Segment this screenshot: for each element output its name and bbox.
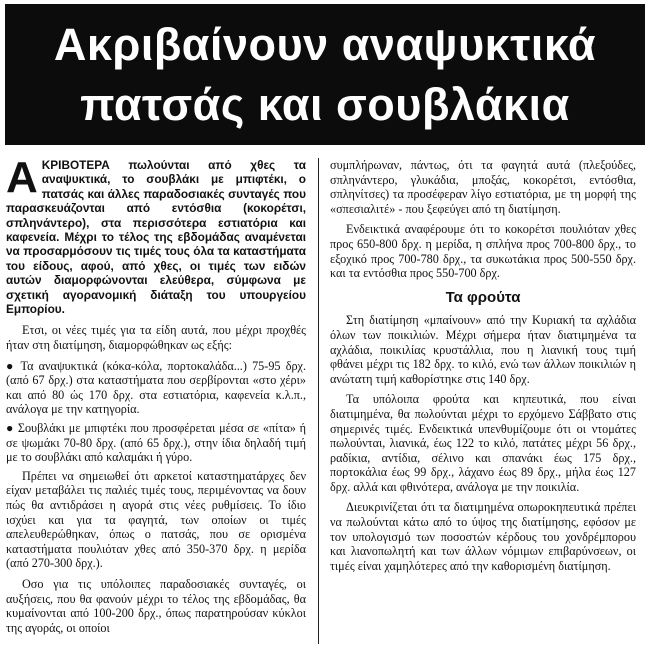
body-paragraph: συμπλήρωναν, πάντως, ότι τα φαγητά αυτά (πλεξούδες, σπληνάντερο, γλυκάδια, μποξάς, κοκορέτσι, εντόσθια, σπληνίτσες) τα προσέφεραν λίγο εστιατόρια, με τη μορφή της «σπεσιαλιτέ» - που ξεφεύγει από τη διατίμηση.	[330, 158, 636, 216]
bullet-item-souvlaki: ● Σουβλάκι με μπιφτέκι που προσφέρεται μέσα σε «πίτα» ή σε ψωμάκι 70-80 δρχ. (από 65 δρχ.), στην ίδια δηλαδή τιμή με το σουβλάκι από καλαμάκι ή γύρο.	[6, 421, 306, 465]
lead-text: ΚΡΙΒΟΤΕΡΑ πωλούνται από χθες τα αναψυκτικά, το σουβλάκι με μπιφτέκι, ο πατσάς και άλλες παραδοσιακές συνταγές που παρασκευάζονται από εντόσθια (κοκορέτσι, σπληνάντερο), στα περισσότερα εστιατόρια και καφενεία. Μέχρι το τέλος της εβδομάδας αναμένεται να προσαρμόσουν τις τιμές τους όλα τα καταστήματα του είδους, αφού, από χθες, οι τιμές των ειδών αυτών διαμορφώνονται ελεύθερα, σύμφωνα με σχετική αγορανομική διάταξη του υπουργείου Εμπορίου.	[6, 158, 306, 317]
right-column	[330, 158, 636, 641]
drop-cap: Α	[6, 158, 38, 202]
headline-line-2: πατσάς και σουβλάκια	[80, 78, 570, 130]
body-paragraph: Πρέπει να σημειωθεί ότι αρκετοί καταστηματάρχες δεν είχαν μεταβάλει τις παλιές τιμές τους, περιμένοντας να δουν πώς θα αντιδράσει η αγορά στις νέες ρυθμίσεις. Το ίδιο ισχύει και για τα φαγητά, των οποίων οι τιμές απελευθερώθηκαν, όπως ο πατσάς, που σε ορισμένα καταστήματα πουλιόταν χθες από 350-370 δρχ. η μερίδα (από 270-300 δρχ.).	[6, 468, 306, 571]
lead-paragraph	[6, 158, 306, 316]
body-paragraph: Τα υπόλοιπα φρούτα και κηπευτικά, που είναι διατιμημένα, θα πωλούνται μέχρι το ερχόμενο Σάββατο στις σημερινές τιμές. Ενδεικτικά υπενθυμίζουμε ότι οι ντομάτες πωλούνται, λιανικά, έως 122 το κιλό, πατάτες μέχρι 56 δρχ., ραδίκια, αντίδια, σέλινο και σπανάκι έως 175 δρχ., πορτοκάλια έως 99 δρχ., λάχανο έως 89 δρχ., μήλα έως 127 δρχ. αλλά και φθινότερα, ανάλογα με την ποικιλία.	[330, 392, 636, 494]
section-subheading: Τα φρούτα	[445, 288, 521, 306]
headline-line-1: Ακριβαίνουν αναψυκτικά	[53, 18, 597, 70]
body-paragraph: Ετσι, οι νέες τιμές για τα είδη αυτά, που μέχρι προχθές ήταν στη διατίμηση, διαμορφώθηκαν ως εξής:	[6, 323, 306, 353]
headline-banner	[5, 4, 645, 145]
bullet-item-soft-drinks: ● Τα αναψυκτικά (κόκα-κόλα, πορτοκαλάδα...) 75-95 δρχ. (από 67 δρχ.) στα καταστήματα που σερβίρονται «στο χέρι» και από 80 ώς 170 δρχ. στα εστιατόρια, καφενεία κ.λ.π., ανάλογα με την κατηγορία.	[6, 359, 306, 417]
body-paragraph: Οσο για τις υπόλοιπες παραδοσιακές συνταγές, οι αυξήσεις, που θα φανούν μέχρι το τέλος της εβδομάδας, θα κυμαίνονται από 100-200 δρχ., όπως παρατηρούσαν κύκλοι της αγοράς, οι οποίοι	[6, 576, 306, 635]
left-column	[6, 158, 306, 641]
column-divider	[318, 158, 319, 644]
body-paragraph: Διευκρινίζεται ότι τα διατιμημένα οπωροκηπευτικά πρέπει να πωλούνται κάτω από το ύψος της διατίμησης, εφόσον με τον υπολογισμό των ποσοστών κέρδους του χονδρέμπορου και λιανοπωλητή και των άλλων νόμιμων επιβαρύνσεων, οι τιμές είναι χαμηλότερες από την καθορισμένη διατίμηση.	[330, 500, 636, 573]
body-paragraph: Ενδεικτικά αναφέρουμε ότι το κοκορέτσι πουλιόταν χθες προς 650-800 δρχ. η μερίδα, η σπλήνα προς 700-800 δρχ., το εξοχικό προς 700-780 δρχ., τα συκωτάκια προς 500-550 δρχ. και τα εντόσθια προς 550-700 δρχ.	[330, 222, 636, 281]
body-paragraph: Στη διατίμηση «μπαίνουν» από την Κυριακή τα αχλάδια όλων των ποικιλιών. Μέχρι σήμερα ήταν διατιμημένα τα αχλάδια, ποικιλίας κρυστάλλια, που η λιανική τους τιμή φθάνει μέχρι τις 182 δρχ. το κιλό, ενώ των άλλων ποικιλιών η ανώτατη τιμή καθορίστηκε στις 140 δρχ.	[330, 313, 636, 386]
